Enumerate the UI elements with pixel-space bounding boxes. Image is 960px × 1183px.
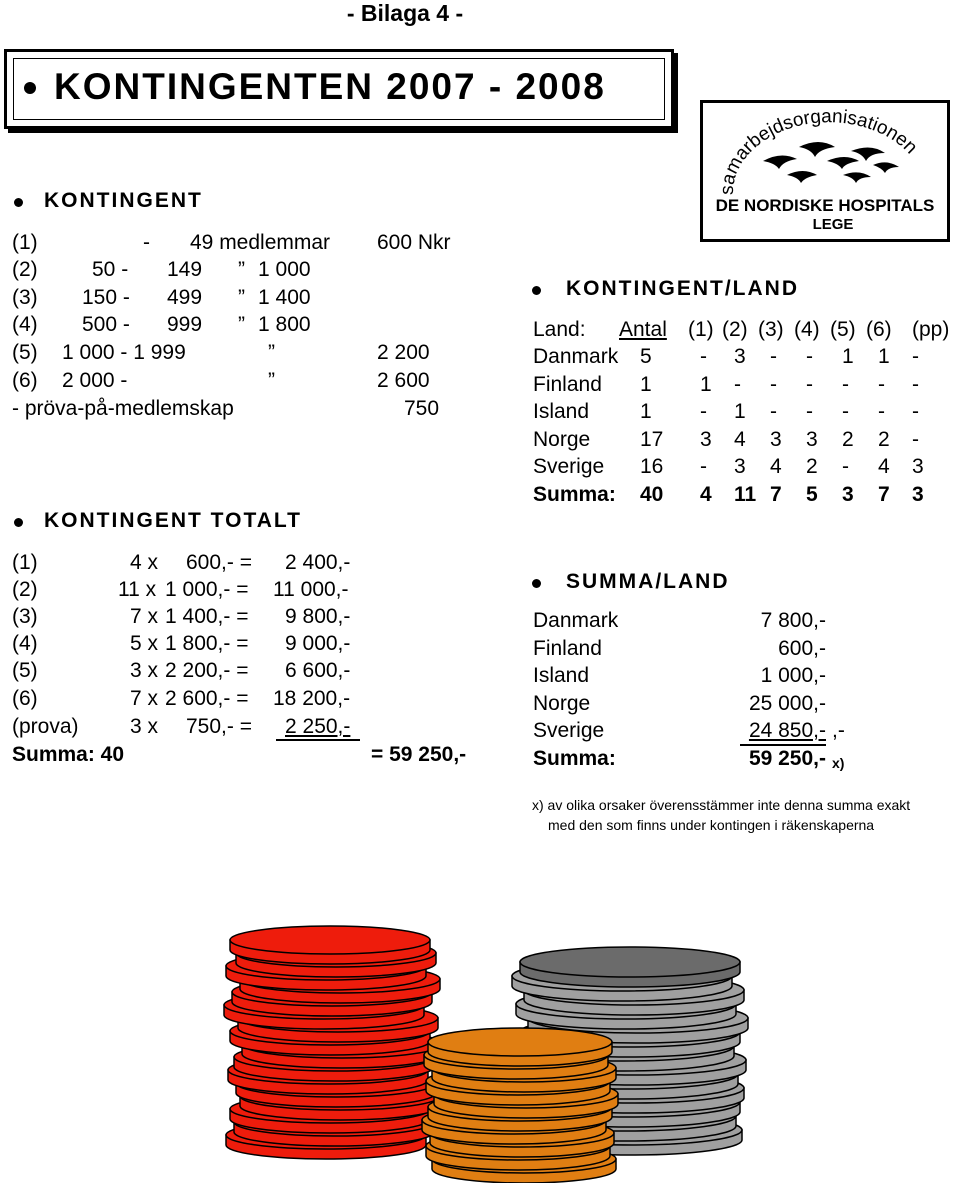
summa-row-value: 25 000,- [748,691,826,715]
coin [428,1028,612,1066]
land-row-value: 1 [842,345,854,368]
land-row-value: 3 [806,427,818,451]
land-row-value: - [770,345,777,368]
land-row-value: 3 [700,427,712,451]
table-cell: 1 800,- = [165,632,249,655]
land-row-name: Finland [533,372,602,396]
table-cell: 999 [167,313,203,336]
land-row-value: 3 [912,482,924,506]
land-row-name: Danmark [533,345,619,368]
land-row-name: Sverige [533,455,605,478]
summa-row-name: Sverige [533,719,605,742]
table-cell: - pröva-på-medlemskap [12,397,234,420]
land-row-value: - [770,372,777,396]
table-cell: ” [238,286,245,309]
land-row-value: - [842,372,849,396]
kontingent-heading: KONTINGENT [44,189,203,212]
land-row-value: - [842,455,849,478]
land-row-value: - [700,455,707,478]
logo-line2: LEGE [812,216,854,233]
table-cell: (3) [12,286,38,309]
table-cell: 2 200 [377,341,430,364]
land-row-value: - [700,400,707,423]
land-row-value: 3 [734,345,746,368]
table-header: Land: [533,318,586,341]
table-cell: 5 x [130,632,159,655]
summa-row-name: Summa: [533,746,616,770]
table-cell: 2 600 [377,369,430,392]
table-header: (1) [688,318,714,341]
table-cell: 750,- = [186,715,252,738]
table-cell: (1) [12,231,38,254]
table-header: (3) [758,318,784,341]
land-row-value: 1 [734,400,746,423]
table-cell: 11 000,- [273,578,349,601]
table-cell: (4) [12,632,38,655]
land-row-value: 7 [878,482,890,506]
table-cell: (4) [12,313,38,336]
table-cell: (5) [12,341,38,364]
footnote-line2: med den som finns under kontingen i räkenskaperna [548,817,875,833]
table-cell: (1) [12,551,38,574]
table-header: (pp) [912,318,950,341]
table-cell: 150 - [82,286,130,309]
table-cell: (3) [12,605,38,628]
table-cell: 1 400 [258,286,311,309]
land-row-value: 4 [770,455,782,478]
table-cell: 2 600,- = [165,687,249,710]
land-row-value: 3 [912,455,924,478]
land-row-value: 3 [770,427,782,451]
table-cell: (6) [12,369,38,392]
land-row-name: Norge [533,427,591,451]
land-row-value: 11 [734,482,757,506]
table-cell: (prova) [12,715,79,738]
land-row-value: - [912,400,919,423]
land-row-value: 1 [878,345,890,368]
summa-row-value: 600,- [778,636,826,660]
land-row-value: - [912,427,919,451]
summa-row-name: Island [533,664,590,687]
table-cell: 600,- = [186,551,252,574]
land-row-value: 7 [770,482,782,506]
underline-rule [276,739,360,741]
table-cell: 600 Nkr [377,231,451,254]
footnote-line1: x) av olika orsaker överensstämmer inte denna summa exakt [532,797,911,813]
summa-land-heading: SUMMA/LAND [566,570,730,593]
land-row-value: 3 [734,455,746,478]
bullet-icon [532,579,541,588]
table-cell: (5) [12,659,38,682]
land-row-value: 2 [806,455,818,478]
land-row-value: - [806,345,813,368]
annex-label: - Bilaga 4 - [346,0,464,26]
summa-row-name: Norge [533,691,591,715]
land-row-value: - [806,372,813,396]
coin [230,926,430,964]
land-row-value: - [912,372,919,396]
land-row-value: - [912,345,919,368]
summa-row-suffix: ,- [832,719,845,742]
table-cell: ” [268,369,275,392]
land-row-name: Summa: [533,482,616,506]
table-cell: 18 200,- [273,687,351,710]
table-cell: 1 800 [258,313,311,336]
summa-row-value: 24 850,- [748,719,826,742]
land-row-value: 3 [842,482,854,506]
table-cell: 9 000,- [285,632,351,655]
birds-icon [763,142,899,183]
table-cell: 1 000 [258,258,311,281]
land-row-value: - [734,372,741,396]
table-cell: 2 400,- [285,551,351,574]
table-cell: ” [268,341,275,364]
land-row-name: Island [533,400,590,423]
table-cell: 6 600,- [285,659,351,682]
land-row-value: 5 [806,482,818,506]
land-row-value: 17 [640,427,664,451]
summa-row-name: Finland [533,636,602,660]
land-row-value: 4 [700,482,712,506]
table-cell: 1 000,- = [165,578,249,601]
land-row-value: 40 [640,482,664,506]
land-row-value: - [878,372,885,396]
summa-row-value: 1 000,- [760,664,826,687]
table-cell: 7 x [130,605,159,628]
bullet-icon [14,198,23,207]
summa-row-name: Danmark [533,609,619,632]
land-row-value: 1 [640,372,652,396]
sum-label: Summa: 40 [12,743,125,766]
table-cell: 149 [167,258,203,281]
land-row-value: 4 [878,455,890,478]
table-cell: 3 x [130,715,159,738]
organisation-logo [700,100,950,242]
logo-arc-text: samarbejdsorganisationen [716,106,922,196]
table-cell: 1 000 - 1 999 [62,341,186,364]
table-cell: 7 x [130,687,159,710]
table-header: Antal [619,318,667,341]
totalt-heading: KONTINGENT TOTALT [44,509,302,532]
page-title: KONTINGENTEN 2007 - 2008 [54,66,606,107]
land-row-value: 16 [640,455,664,478]
land-row-value: 5 [640,345,652,368]
table-cell: 499 [167,286,203,309]
table-cell: - [143,231,150,254]
land-row-value: 2 [842,427,854,451]
table-cell: 500 - [82,313,130,336]
summa-row-value: 7 800,- [760,609,826,632]
table-header: (6) [866,318,892,341]
table-cell: (2) [12,578,38,601]
coin [520,947,740,987]
table-cell: 750 [404,397,440,420]
table-header: (4) [794,318,820,341]
sum-value: = 59 250,- [371,743,467,766]
land-heading: KONTINGENT/LAND [566,277,799,300]
table-cell: ” [238,313,245,336]
land-row-value: - [770,400,777,423]
table-cell: 1 400,- = [165,605,249,628]
land-row-value: 1 [700,372,712,396]
table-cell: 2 250,- [285,715,351,738]
table-cell: (2) [12,258,38,281]
table-cell: ” [238,258,245,281]
bullet-icon [24,82,36,94]
land-row-value: 1 [640,400,652,423]
land-row-value: 4 [734,427,746,451]
land-row-value: - [700,345,707,368]
table-cell: 2 000 - [62,369,128,392]
bullet-icon [532,286,541,295]
table-cell: 50 - [92,258,129,281]
table-cell: (6) [12,687,38,710]
table-header: (5) [830,318,856,341]
table-cell: 2 200,- = [165,659,249,682]
land-row-value: - [806,400,813,423]
table-cell: 49 medlemmar [190,231,331,254]
underline-rule [740,744,826,746]
summa-row-value: 59 250,- [748,746,826,770]
land-row-value: - [842,400,849,423]
table-cell: 11 x [118,578,157,601]
bullet-icon [14,518,23,527]
summa-row-suffix: x) [832,754,845,771]
table-cell: 9 800,- [285,605,351,628]
coin-stacks-icon [210,920,770,1183]
table-cell: 4 x [130,551,159,574]
land-row-value: 2 [878,427,890,451]
land-row-value: - [878,400,885,423]
table-cell: 3 x [130,659,159,682]
logo-line1: DE NORDISKE HOSPITALS [715,196,935,215]
table-header: (2) [722,318,748,341]
